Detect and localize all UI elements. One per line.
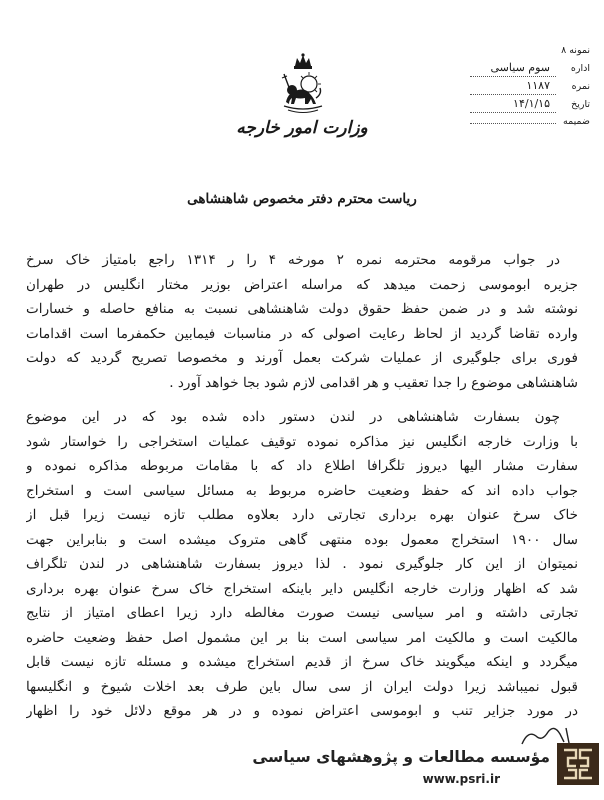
ministry-letterhead: وزارت امور خارجه — [236, 118, 368, 138]
office-row — [440, 59, 590, 77]
body-line: شد که اظهار وزارت خارجه انگلیس دایر باینکه استخراج خاک سرخ عنوان بهره برداری — [26, 580, 578, 597]
body-line: با وزارت خارجه انگلیس نیز مذاکره نموده توقیف عملیات استخراجی را خواستار شود — [26, 433, 578, 450]
body-line: تجارتی داشته و امر سیاسی نیست صورت مغالطه دارد زیرا اعطای امتیاز از نتایج — [26, 605, 578, 621]
office-label: اداره — [570, 63, 590, 74]
watermark-footer — [252, 738, 604, 794]
body-line: سفارت مشار الیها دیروز تلگرافا اطلاع داد که با مقامات مربوطه مذاکره نموده و — [26, 458, 578, 474]
number-value: ۱۱۸۷ — [470, 77, 556, 95]
office-value: سوم سیاسی — [470, 59, 556, 77]
addressee-heading: ریاست محترم دفتر مخصوص شاهنشاهی — [187, 191, 417, 207]
document-metadata — [440, 42, 590, 130]
body-line: جواب داده اند که حفظ وضعیت حاضره مربوط به مسائل سیاسی است و استخراج — [26, 482, 578, 499]
attachment-row — [440, 113, 590, 130]
form-number-label: نمونه ۸ — [561, 45, 590, 56]
body-line: فوری برای جلوگیری از عملیات شرکت بعمل آورند و مخصوصا تصریح گردید که دولت — [26, 350, 578, 366]
institute-url: www.psri.ir — [422, 772, 500, 786]
number-label: نمره — [571, 81, 590, 92]
date-value: ۱۴/۱/۱۵ — [470, 95, 556, 113]
lion-and-sun-emblem-icon — [278, 52, 328, 116]
institute-logo-icon — [556, 742, 600, 786]
body-line: نمیتوان از این کار جلوگیری نمود . لذا دیروز بسفارت شاهنشاهی در لندن تلگراف — [26, 556, 578, 572]
form-number — [440, 42, 590, 59]
date-row — [440, 95, 590, 113]
body-line: میگردد و اینکه میگویند خاک سرخ از قدیم استخراج میشده و مسئله تازه نیست قابل — [26, 654, 578, 670]
institute-name: مؤسسه مطالعات و پژوهشهای سیاسی — [252, 748, 550, 766]
body-line: جزیره ابوموسی زحمت میدهد که مراسله اعتراض بوزیر مختار انگلیس در طهران — [26, 276, 578, 293]
body-line: شاهنشاهی موضوع را جدا تعقیب و هر اقدامی لازم شود بجا خواهد آورد . — [169, 374, 578, 391]
body-line: مالکیت است و مالکیت امر سیاسی است بنا بر این مشمول اصل حفظ وضعیت حاضره — [26, 629, 578, 646]
body-line: قبول نمیباشد زیرا دولت ایران از سی سال باین طرف بعد اخلات شیوخ و انگلیسها — [26, 678, 578, 695]
body-line: در مورد جزایر تنب و ابوموسی اعتراض نموده و در هر موقع دلائل خود را اظهار — [26, 703, 578, 719]
letter-body — [26, 248, 578, 724]
attachment-value — [470, 123, 556, 124]
body-line: سال ۱۹۰۰ استخراج معمول بوده منتهی گاهی متروک میشده است و بنابراین جهت — [26, 531, 578, 548]
attachment-label: ضمیمه — [562, 116, 590, 127]
body-line: خاک سرخ عنوان بهره برداری تجارتی دارد بعلاوه مطلب تازه نیست زیرا قبل از — [26, 507, 578, 523]
body-line: نوشته شد و در ضمن حفظ حقوق دولت شاهنشاهی نسبت به منافع حاصله و خسارات — [26, 301, 578, 317]
number-row — [440, 77, 590, 95]
body-line: در جواب مرقومه محترمه نمره ۲ مورخه ۴ را ر ۱۳۱۴ راجع بامتیاز خاک سرخ — [26, 252, 560, 268]
date-label: تاریخ — [571, 99, 590, 110]
body-line: چون بسفارت شاهنشاهی در لندن دستور داده شده بود که در این موضوع — [26, 409, 560, 425]
body-line: وارده تقاضا گردید از لحاظ رعایت اصولی که در مناسبات فیمابین حکمفرما است اقدامات — [26, 325, 578, 342]
